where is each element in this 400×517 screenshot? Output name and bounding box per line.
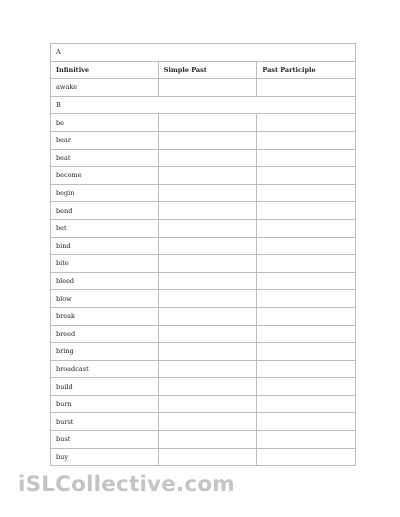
infinitive-cell: buy (51, 448, 159, 466)
past-participle-cell[interactable] (257, 290, 356, 308)
simple-past-cell[interactable] (158, 378, 257, 396)
infinitive-cell: bear (51, 131, 159, 149)
simple-past-cell[interactable] (158, 360, 257, 378)
header-infinitive: Infinitive (51, 61, 159, 79)
past-participle-cell[interactable] (257, 325, 356, 343)
table-row (51, 167, 356, 185)
past-participle-cell[interactable] (257, 307, 356, 325)
past-participle-cell[interactable] (257, 343, 356, 361)
infinitive-cell: burst (51, 413, 159, 431)
simple-past-cell[interactable] (158, 448, 257, 466)
table-row (51, 325, 356, 343)
infinitive-cell: blow (51, 290, 159, 308)
simple-past-cell[interactable] (158, 131, 257, 149)
table-row (51, 184, 356, 202)
past-participle-cell[interactable] (257, 202, 356, 220)
past-participle-cell[interactable] (257, 448, 356, 466)
table-row (51, 290, 356, 308)
table-row (51, 219, 356, 237)
infinitive-cell: break (51, 307, 159, 325)
table-row (51, 237, 356, 255)
infinitive-cell: become (51, 167, 159, 185)
simple-past-cell[interactable] (158, 290, 257, 308)
infinitive-cell: awake (51, 79, 159, 97)
simple-past-cell[interactable] (158, 184, 257, 202)
past-participle-cell[interactable] (257, 272, 356, 290)
past-participle-cell[interactable] (257, 395, 356, 413)
simple-past-cell[interactable] (158, 149, 257, 167)
infinitive-cell: bust (51, 431, 159, 449)
section-a-row (51, 44, 356, 62)
section-a-label: A (51, 44, 356, 62)
past-participle-cell[interactable] (257, 79, 356, 97)
simple-past-cell[interactable] (158, 325, 257, 343)
past-participle-cell[interactable] (257, 378, 356, 396)
past-participle-cell[interactable] (257, 431, 356, 449)
simple-past-cell[interactable] (158, 114, 257, 132)
past-participle-cell[interactable] (257, 167, 356, 185)
table-row (51, 343, 356, 361)
past-participle-cell[interactable] (257, 184, 356, 202)
simple-past-cell[interactable] (158, 343, 257, 361)
past-participle-cell[interactable] (257, 255, 356, 273)
table-row (51, 149, 356, 167)
verb-worksheet-table (50, 43, 356, 466)
table-row (51, 202, 356, 220)
infinitive-cell: bend (51, 202, 159, 220)
table-row (51, 413, 356, 431)
past-participle-cell[interactable] (257, 413, 356, 431)
simple-past-cell[interactable] (158, 395, 257, 413)
past-participle-cell[interactable] (257, 219, 356, 237)
simple-past-cell[interactable] (158, 79, 257, 97)
table-row (51, 272, 356, 290)
table-row (51, 448, 356, 466)
past-participle-cell[interactable] (257, 237, 356, 255)
past-participle-cell[interactable] (257, 149, 356, 167)
simple-past-cell[interactable] (158, 255, 257, 273)
table-row (51, 431, 356, 449)
table-row (51, 255, 356, 273)
infinitive-cell: begin (51, 184, 159, 202)
simple-past-cell[interactable] (158, 413, 257, 431)
infinitive-cell: burn (51, 395, 159, 413)
header-simple-past: Simple Past (158, 61, 257, 79)
simple-past-cell[interactable] (158, 167, 257, 185)
simple-past-cell[interactable] (158, 237, 257, 255)
table-row (51, 114, 356, 132)
header-past-participle: Past Participle (257, 61, 356, 79)
section-b-label: B (51, 96, 356, 114)
simple-past-cell[interactable] (158, 307, 257, 325)
past-participle-cell[interactable] (257, 360, 356, 378)
infinitive-cell: bite (51, 255, 159, 273)
table-body (51, 44, 356, 466)
infinitive-cell: bet (51, 219, 159, 237)
watermark-logo-text: iSLCollective.com (18, 472, 235, 497)
infinitive-cell: be (51, 114, 159, 132)
header-row (51, 61, 356, 79)
infinitive-cell: bring (51, 343, 159, 361)
table-row (51, 131, 356, 149)
table-row (51, 307, 356, 325)
simple-past-cell[interactable] (158, 202, 257, 220)
infinitive-cell: bleed (51, 272, 159, 290)
simple-past-cell[interactable] (158, 431, 257, 449)
table-row (51, 360, 356, 378)
table-row (51, 79, 356, 97)
table-row (51, 395, 356, 413)
simple-past-cell[interactable] (158, 219, 257, 237)
simple-past-cell[interactable] (158, 272, 257, 290)
table-row (51, 378, 356, 396)
section-b-row (51, 96, 356, 114)
past-participle-cell[interactable] (257, 114, 356, 132)
infinitive-cell: build (51, 378, 159, 396)
infinitive-cell: beat (51, 149, 159, 167)
past-participle-cell[interactable] (257, 131, 356, 149)
infinitive-cell: broadcast (51, 360, 159, 378)
infinitive-cell: breed (51, 325, 159, 343)
infinitive-cell: bind (51, 237, 159, 255)
